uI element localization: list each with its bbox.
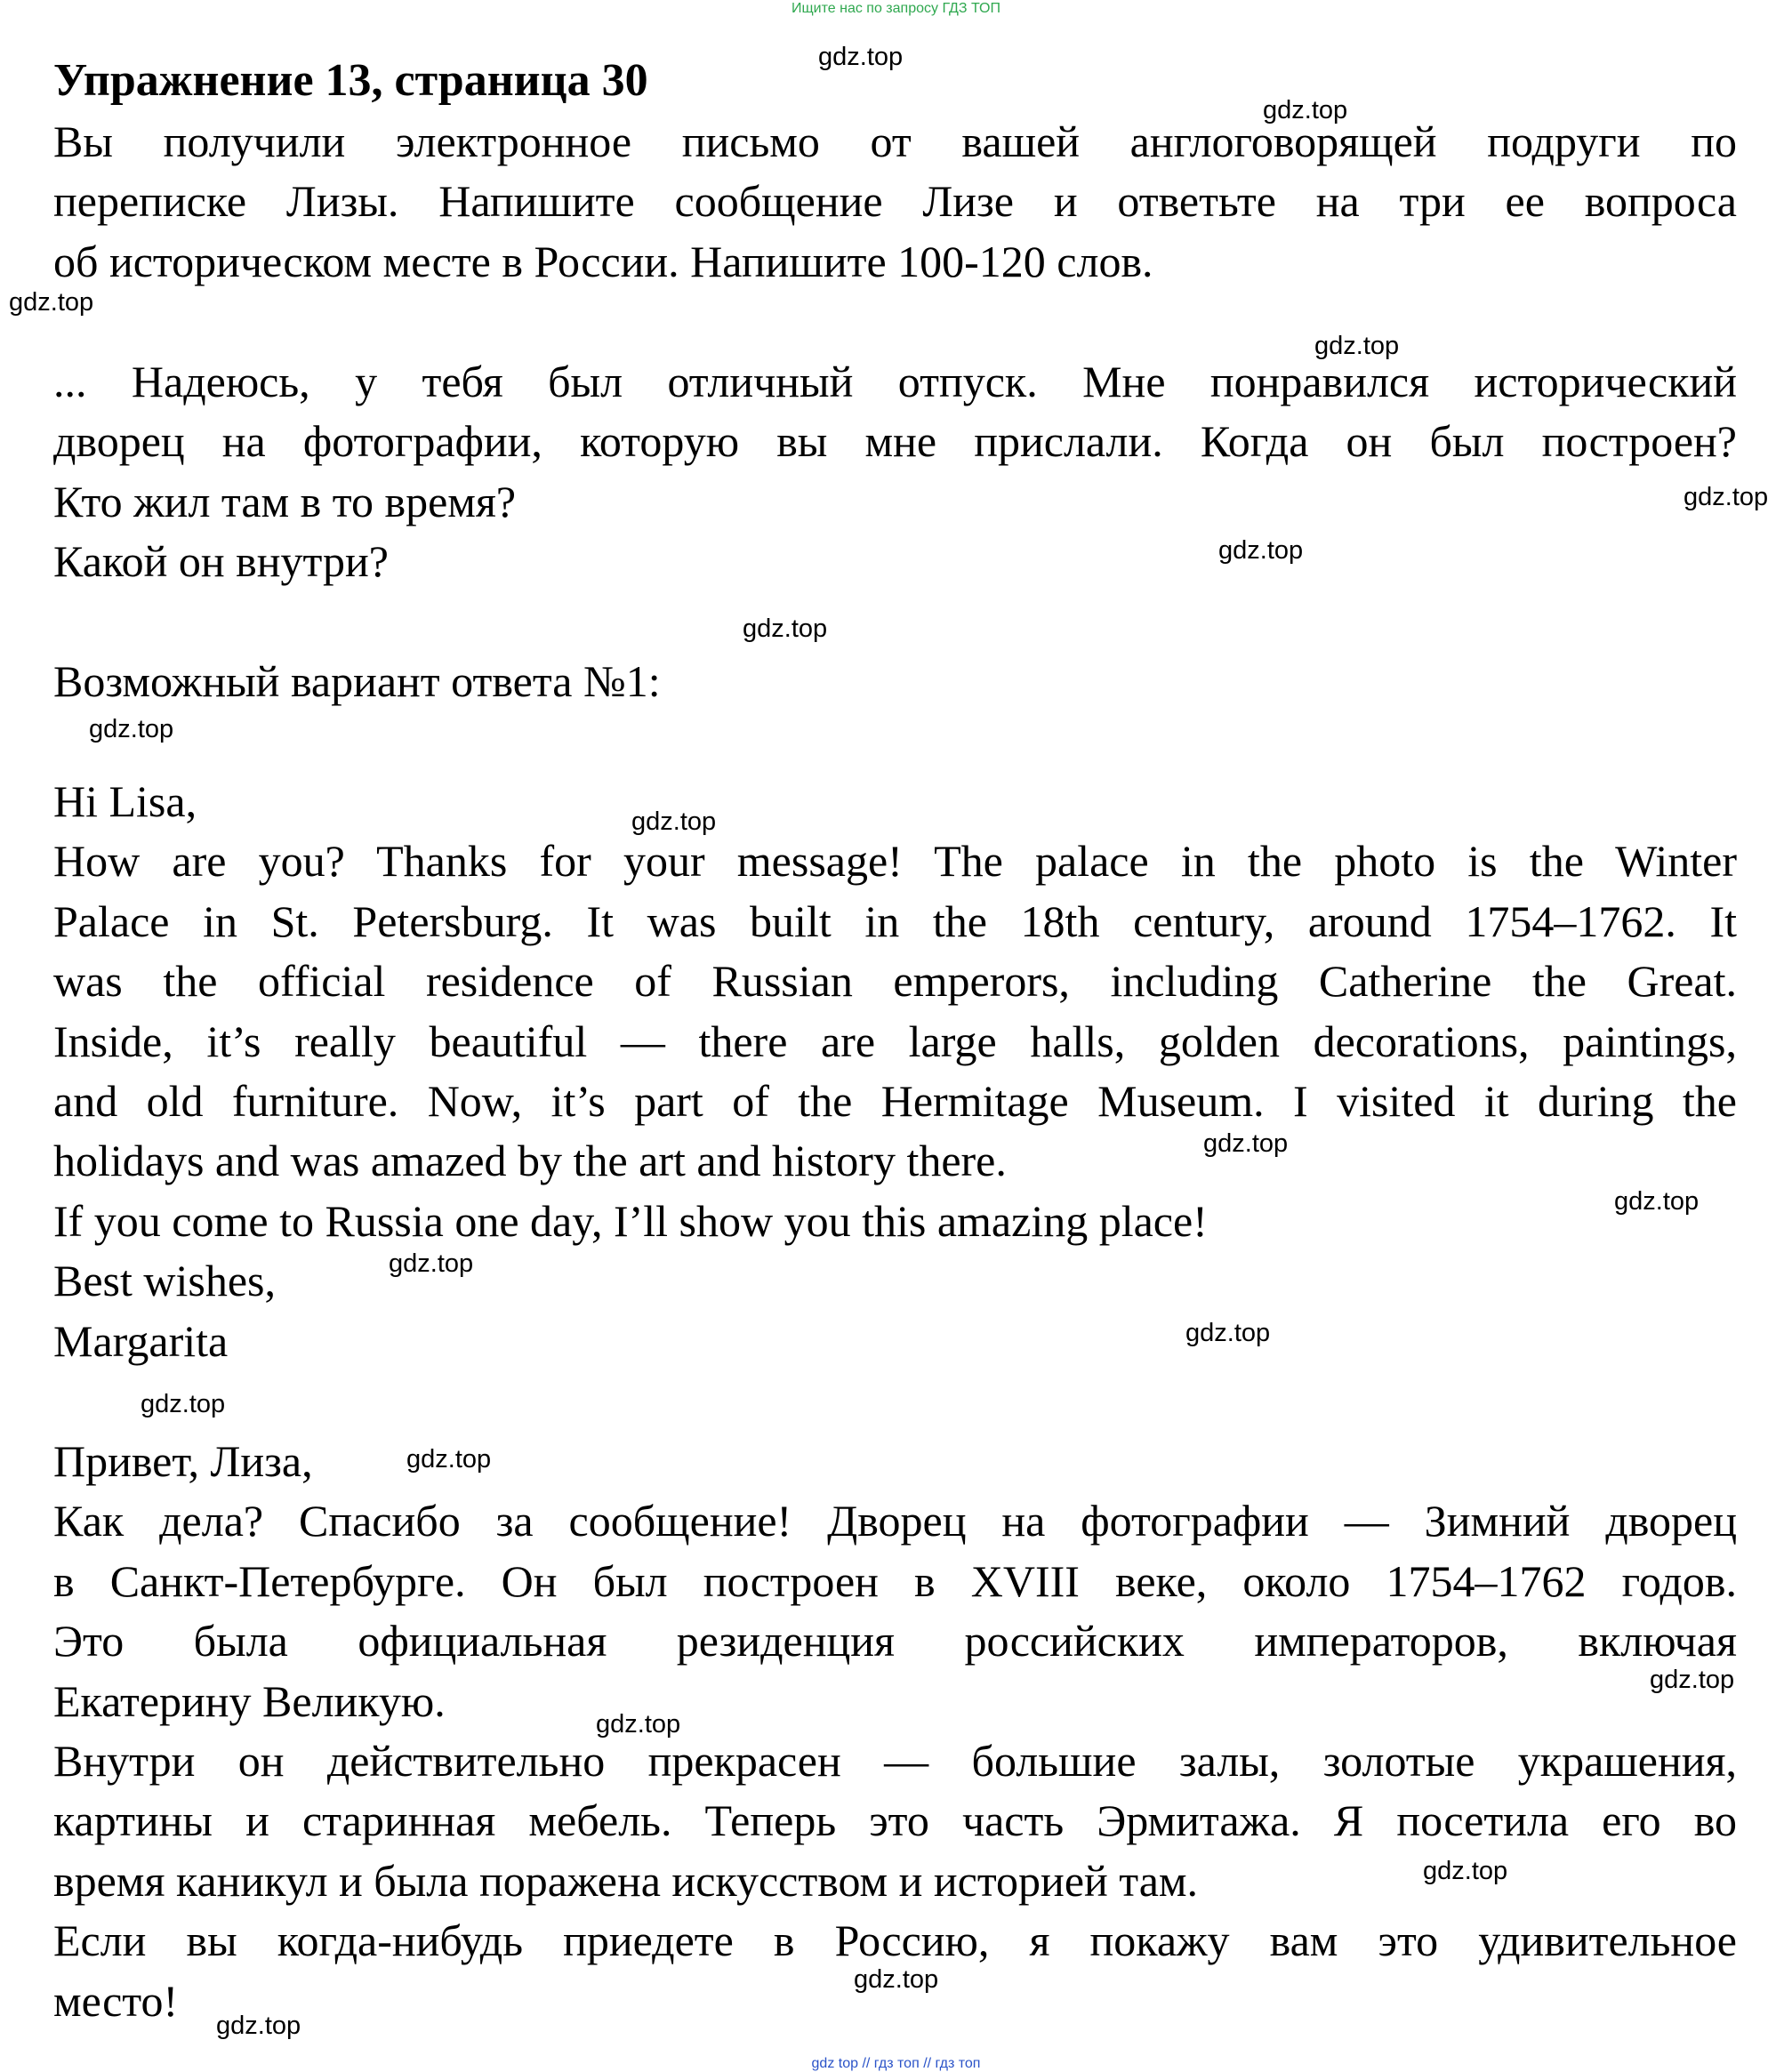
watermark: gdz.top [1218, 536, 1304, 565]
watermark: gdz.top [854, 1965, 939, 1994]
watermark: gdz.top [1423, 1857, 1508, 1885]
bottom-banner: gdz top // гдз топ // гдз топ [811, 2056, 981, 2071]
watermark: gdz.top [1614, 1187, 1700, 1216]
watermark: gdz.top [818, 43, 904, 71]
text-line: was the official residence of Russian emperors, including Catherine the Great. [53, 956, 1737, 1007]
letter-paragraph [53, 352, 1737, 592]
text-line: картины и старинная мебель. Теперь это часть Эрмитажа. Я посетила его во [53, 1795, 1737, 1846]
watermark: gdz.top [141, 1390, 226, 1418]
text-line: If you come to Russia one day, I’ll show you this amazing place! [53, 1195, 1208, 1246]
text-line: место! [53, 1975, 179, 2026]
text-line: время каникул и была поражена искусством и историей там. [53, 1855, 1199, 1906]
text-line: Palace in St. Petersburg. It was built in the 18th century, around 1754–1762. It [53, 895, 1737, 946]
text-line: Внутри он действительно прекрасен — большие залы, золотые украшения, [53, 1735, 1737, 1786]
watermark: gdz.top [1203, 1129, 1289, 1158]
watermark: gdz.top [89, 715, 174, 743]
text-line: Это была официальная резиденция российских императоров, включая [53, 1616, 1737, 1666]
text-line: Возможный вариант ответа №1: [53, 656, 661, 706]
text-line: Какой он внутри? [53, 536, 389, 587]
watermark: gdz.top [631, 807, 717, 836]
text-line: Margarita [53, 1315, 229, 1366]
text-line: Если вы когда-нибудь приедете в Россию, я покажу вам это удивительное [53, 1915, 1737, 1966]
text-line: переписке Лизы. Напишите сообщение Лизе и ответьте на три ее вопроса [53, 176, 1737, 227]
answer-heading [53, 652, 1737, 711]
text-line: Кто жил там в то время? [53, 476, 517, 526]
text-line: holidays and was amazed by the art and history there. [53, 1136, 1007, 1186]
watermark: gdz.top [9, 288, 94, 317]
text-line: в Санкт-Петербурге. Он был построен в XVIII веке, около 1754–1762 годов. [53, 1555, 1737, 1606]
watermark: gdz.top [743, 614, 828, 643]
russian-answer [53, 1432, 1737, 2031]
watermark: gdz.top [1263, 96, 1348, 124]
text-line: How are you? Thanks for your message! The palace in the photo is the Winter [53, 836, 1737, 887]
watermark: gdz.top [596, 1710, 681, 1739]
top-banner: Ищите нас по запросу ГДЗ ТОП [792, 1, 1000, 16]
watermark: gdz.top [1185, 1319, 1271, 1347]
watermark: gdz.top [1650, 1666, 1735, 1694]
watermark: gdz.top [406, 1445, 492, 1474]
text-line: ... Надеюсь, у тебя был отличный отпуск. Мне понравился исторический [53, 357, 1737, 406]
text-line: Inside, it’s really beautiful — there are large halls, golden decorations, paintings, [53, 1016, 1737, 1066]
text-line: Вы получили электронное письмо от вашей англоговорящей подруги по [53, 116, 1737, 166]
task-paragraph [53, 112, 1737, 292]
text-line: and old furniture. Now, it’s part of the Hermitage Museum. I visited it during the [53, 1075, 1737, 1126]
watermark: gdz.top [389, 1249, 474, 1278]
text-line: Привет, Лиза, [53, 1436, 313, 1486]
text-line: Best wishes, [53, 1256, 276, 1306]
text-line: Hi Lisa, [53, 776, 197, 826]
text-line: об историческом месте в России. Напишите 100-120 слов. [53, 236, 1153, 286]
text-line: Как дела? Спасибо за сообщение! Дворец на фотографии — Зимний дворец [53, 1496, 1737, 1546]
text-line: Екатерину Великую. [53, 1675, 446, 1726]
english-answer [53, 772, 1737, 1371]
text-line: дворец на фотографии, которую вы мне прислали. Когда он был построен? [53, 416, 1737, 467]
watermark: gdz.top [1684, 483, 1769, 511]
page-title: Упражнение 13, страница 30 [53, 55, 648, 106]
watermark: gdz.top [216, 2012, 301, 2040]
watermark: gdz.top [1314, 332, 1400, 360]
